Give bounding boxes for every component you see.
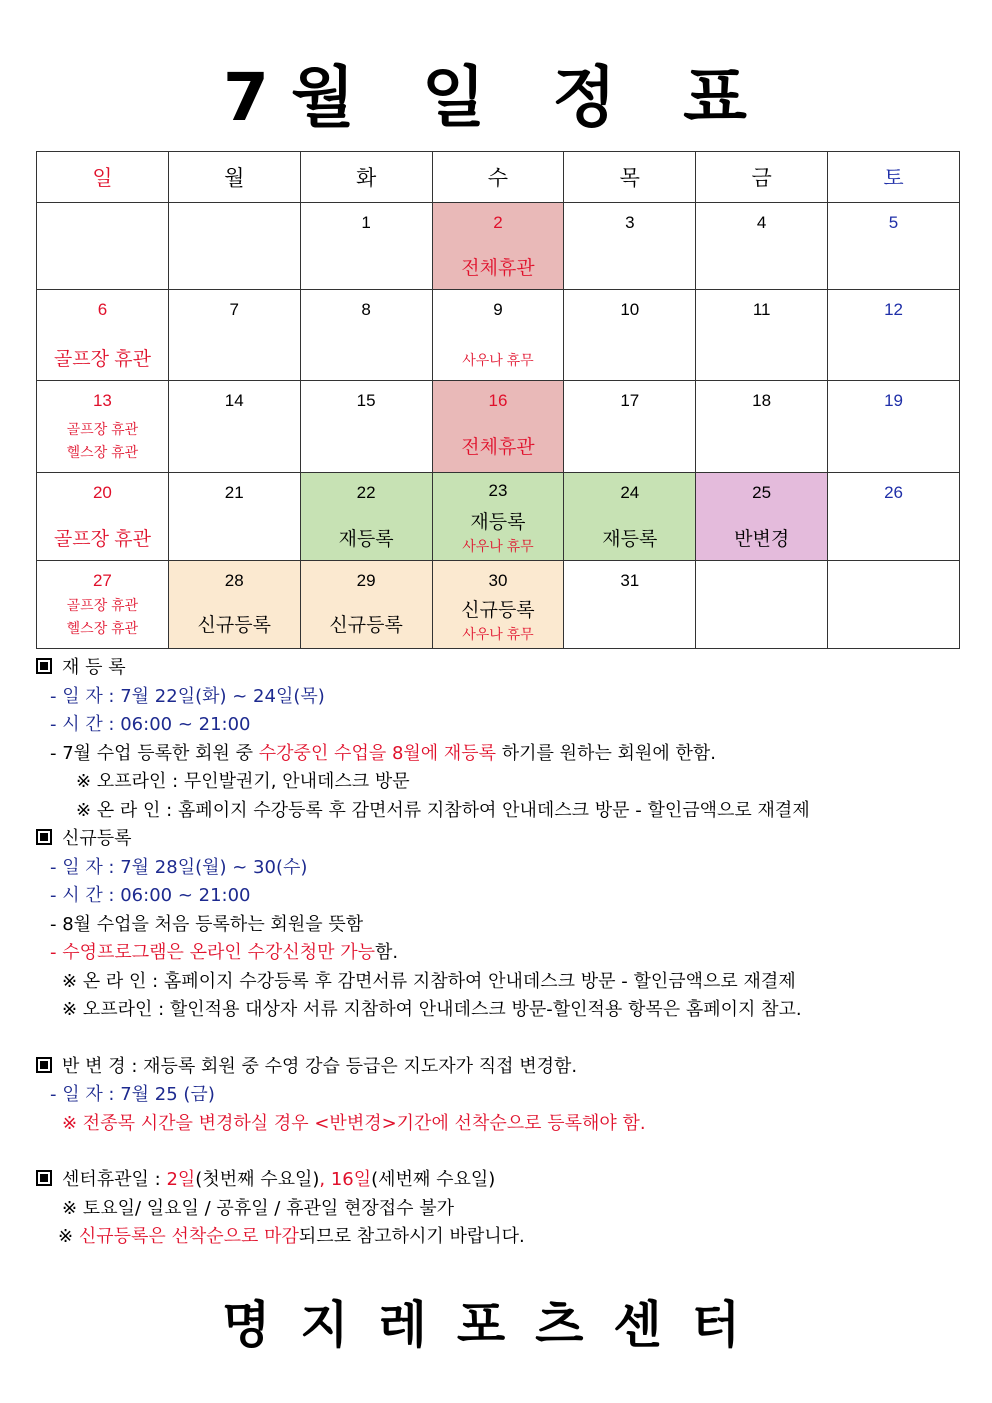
- weekday-fri: 금: [696, 152, 828, 203]
- day-note: 전체휴관: [461, 436, 535, 458]
- week-row: [37, 203, 960, 290]
- day-cell-closed: [432, 381, 564, 472]
- week-row: [37, 560, 960, 648]
- day-number: 7: [229, 300, 239, 320]
- day-number: 6: [97, 300, 108, 320]
- day-number: 22: [356, 482, 376, 502]
- day-cell: [300, 381, 432, 472]
- week-row: [37, 472, 960, 560]
- day-number: 19: [884, 391, 903, 411]
- day-cell: [37, 472, 169, 560]
- classchange-note: ※ 전종목 시간을 변경하실 경우 <반변경>기간에 선착순으로 등록해야 함.: [62, 1112, 646, 1134]
- day-cell: [168, 472, 300, 560]
- day-note: 골프장 휴관: [53, 349, 151, 371]
- day-cell-empty: [37, 203, 169, 290]
- day-cell: [828, 290, 960, 381]
- day-cell-empty: [696, 560, 828, 648]
- week-row: [37, 381, 960, 472]
- day-cell-newreg: [300, 560, 432, 648]
- day-cell: [37, 381, 169, 472]
- footer-center-name: 명지레포츠센터: [221, 1296, 771, 1354]
- day-number: 11: [752, 300, 771, 320]
- day-cell-rereg: [432, 472, 564, 560]
- day-cell: [300, 203, 432, 290]
- day-cell-newreg: [432, 560, 564, 648]
- classchange-date: - 일 자 : 7월 25 (금): [50, 1084, 215, 1105]
- day-cell: [37, 290, 169, 381]
- newreg-time: - 시 간 : 06:00 ~ 21:00: [50, 885, 251, 906]
- newreg-online: ※ 온 라 인 : 홈페이지 수강등록 후 감면서류 지참하여 안내데스크 방문 - 할인금액으로 재결제: [62, 970, 796, 992]
- day-cell: [168, 290, 300, 381]
- day-note: 헬스장 휴관: [66, 620, 139, 636]
- weekday-sun: 일: [37, 152, 169, 203]
- day-number: 29: [356, 570, 376, 590]
- day-cell-classchange: [696, 472, 828, 560]
- day-number: 27: [92, 570, 112, 590]
- day-number: 31: [620, 570, 640, 590]
- info-section: [36, 654, 966, 1252]
- day-note: 전체휴관: [461, 258, 535, 280]
- closed-note-2: ※ 신규등록은 선착순으로 마감되므로 참고하시기 바랍니다.: [58, 1226, 525, 1247]
- day-cell-empty: [168, 203, 300, 290]
- day-number: 12: [884, 300, 903, 320]
- day-cell: [696, 290, 828, 381]
- day-cell: [696, 381, 828, 472]
- weekday-header-row: [37, 152, 960, 203]
- day-cell: [37, 560, 169, 648]
- day-note: 사우나 휴무: [462, 537, 534, 554]
- weekday-wed: 수: [432, 152, 564, 203]
- day-note: 사우나 휴무: [462, 626, 534, 642]
- day-note: 신규등록: [461, 600, 535, 621]
- rereg-time: - 시 간 : 06:00 ~ 21:00: [50, 714, 251, 735]
- day-number: 23: [488, 480, 508, 500]
- weekday-mon: 월: [168, 152, 300, 203]
- newreg-swim: - 수영프로그램은 온라인 수강신청만 가능함.: [50, 942, 399, 963]
- newreg-heading: 신규등록: [36, 825, 966, 854]
- day-number: 21: [224, 482, 244, 502]
- day-cell: [564, 203, 696, 290]
- day-number: 24: [620, 482, 640, 502]
- page-title: 7월 일 정 표: [223, 59, 769, 136]
- day-cell: [828, 381, 960, 472]
- day-number: 15: [356, 391, 376, 411]
- day-cell: [564, 381, 696, 472]
- day-cell: [432, 290, 564, 381]
- day-number: 1: [361, 213, 371, 233]
- weekday-tue: 화: [300, 152, 432, 203]
- day-note: 사우나 휴무: [462, 352, 534, 369]
- rereg-online: ※ 온 라 인 : 홈페이지 수강등록 후 감면서류 지참하여 안내데스크 방문 - 할인금액으로 재결제: [76, 799, 810, 821]
- rereg-desc: - 7월 수업 등록한 회원 중 수강중인 수업을 8월에 재등록 하기를 원하는 회원에 한함.: [50, 742, 716, 764]
- day-number: 20: [92, 482, 112, 502]
- day-cell-rereg: [564, 472, 696, 560]
- day-number: 25: [752, 482, 772, 502]
- day-note: 재등록: [470, 511, 526, 533]
- day-note: 재등록: [602, 528, 658, 550]
- square-bullet-icon: [36, 1057, 52, 1073]
- day-number: 26: [884, 482, 903, 502]
- day-number: 9: [493, 300, 503, 320]
- day-number: 5: [888, 213, 899, 233]
- rereg-offline: ※ 오프라인 : 무인발권기, 안내데스크 방문: [76, 771, 410, 792]
- square-bullet-icon: [36, 658, 52, 674]
- day-note: 신규등록: [329, 615, 403, 636]
- day-cell-rereg: [300, 472, 432, 560]
- newreg-desc: - 8월 수업을 처음 등록하는 회원을 뜻함: [50, 913, 364, 935]
- day-number: 4: [756, 213, 767, 233]
- day-number: 3: [625, 213, 635, 233]
- newreg-offline: ※ 오프라인 : 할인적용 대상자 서류 지참하여 안내데스크 방문-할인적용 항목은 홈페이지 참고.: [62, 999, 802, 1020]
- day-cell: [564, 290, 696, 381]
- newreg-date: - 일 자 : 7월 28일(월) ~ 30(수): [50, 856, 308, 878]
- day-note: 골프장 휴관: [66, 420, 139, 437]
- day-number: 17: [620, 391, 640, 411]
- day-cell-empty: [828, 560, 960, 648]
- day-number: 30: [488, 570, 508, 590]
- day-cell: [168, 381, 300, 472]
- day-cell-closed: [432, 203, 564, 290]
- day-cell: [828, 472, 960, 560]
- day-cell-newreg: [168, 560, 300, 648]
- square-bullet-icon: [36, 829, 52, 845]
- day-note: 반변경: [734, 528, 790, 550]
- weekday-sat: 토: [828, 152, 960, 203]
- rereg-date: - 일 자 : 7월 22일(화) ~ 24일(목): [50, 685, 325, 707]
- day-number: 13: [92, 391, 112, 411]
- day-cell: [300, 290, 432, 381]
- day-number: 8: [361, 300, 371, 320]
- classchange-heading: 반 변 경 : 재등록 회원 중 수영 강습 등급은 지도자가 직접 변경함.: [36, 1053, 966, 1082]
- day-number: 14: [224, 391, 244, 411]
- day-note: 재등록: [338, 528, 394, 550]
- closed-days-heading: 센터휴관일 : 2일(첫번째 수요일), 16일(세번째 수요일): [36, 1166, 966, 1195]
- weekday-thu: 목: [564, 152, 696, 203]
- closed-note-1: ※ 토요일/ 일요일 / 공휴일 / 휴관일 현장접수 불가: [62, 1197, 455, 1219]
- day-number: 10: [620, 300, 640, 320]
- day-note: 신규등록: [197, 615, 271, 636]
- day-cell: [696, 203, 828, 290]
- day-note: 골프장 휴관: [66, 597, 139, 613]
- calendar-table: [36, 151, 960, 649]
- day-note: 골프장 휴관: [53, 528, 151, 550]
- day-note: 헬스장 휴관: [66, 443, 139, 460]
- day-number: 2: [493, 213, 503, 233]
- day-cell: [828, 203, 960, 290]
- square-bullet-icon: [36, 1170, 52, 1186]
- rereg-heading: 재 등 록: [36, 654, 966, 683]
- day-number: 28: [224, 570, 244, 590]
- week-row: [37, 290, 960, 381]
- day-number: 18: [752, 391, 772, 411]
- day-number: 16: [488, 391, 508, 411]
- day-cell: [564, 560, 696, 648]
